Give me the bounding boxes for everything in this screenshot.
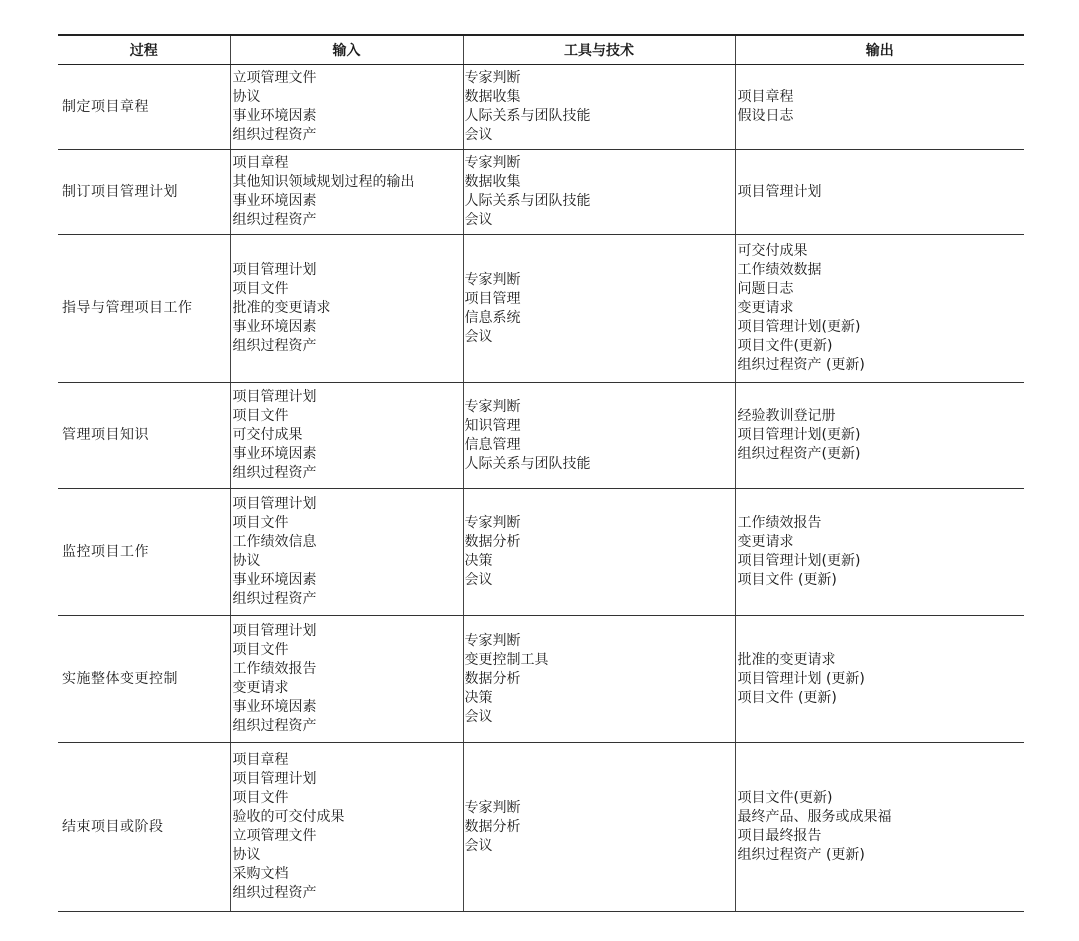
outputs-cell bbox=[735, 383, 1024, 489]
inputs-cell bbox=[230, 743, 463, 912]
table-row bbox=[58, 235, 1024, 383]
input-item: 项目管理计划 bbox=[232, 771, 317, 787]
tool-item: 人际关系与团队技能 bbox=[464, 193, 591, 209]
process-name-cell: 监控项目工作 bbox=[58, 489, 230, 616]
input-item: 立项管理文件 bbox=[232, 828, 317, 844]
output-item: 可交付成果 bbox=[737, 243, 808, 259]
output-item: 项目文件 (更新) bbox=[737, 572, 837, 588]
input-item: 立项管理文件 bbox=[232, 70, 317, 86]
input-item: 协议 bbox=[232, 847, 261, 863]
input-item: 工作绩效信息 bbox=[232, 534, 317, 550]
outputs-cell bbox=[735, 489, 1024, 616]
input-item: 组织过程资产 bbox=[232, 127, 317, 143]
input-item: 项目管理计划 bbox=[232, 496, 317, 512]
tool-item: 专家判断 bbox=[464, 398, 521, 415]
tool-item: 数据收集 bbox=[464, 174, 521, 190]
tool-item: 专家判断 bbox=[464, 632, 521, 649]
outputs-cell bbox=[735, 616, 1024, 743]
tool-item: 专家判断 bbox=[464, 799, 521, 816]
tool-item: 变更控制工具 bbox=[464, 651, 549, 668]
table-row bbox=[58, 383, 1024, 489]
process-name-cell: 管理项目知识 bbox=[58, 383, 230, 489]
header-row bbox=[58, 35, 1024, 65]
input-item: 组织过程资产 bbox=[232, 338, 317, 354]
output-item: 项目文件 (更新) bbox=[737, 689, 837, 706]
tool-item: 决策 bbox=[464, 689, 493, 706]
input-item: 事业环境因素 bbox=[232, 572, 317, 588]
table-row bbox=[58, 743, 1024, 912]
input-item: 项目文件 bbox=[232, 515, 289, 531]
input-item: 协议 bbox=[232, 89, 261, 105]
input-item: 变更请求 bbox=[232, 680, 289, 696]
tool-item: 专家判断 bbox=[464, 155, 521, 171]
tool-item: 会议 bbox=[464, 837, 493, 854]
tools-cell bbox=[463, 616, 735, 743]
input-item: 协议 bbox=[232, 553, 261, 569]
tool-item: 人际关系与团队技能 bbox=[464, 108, 591, 124]
input-item: 采购文档 bbox=[232, 866, 289, 882]
input-item: 可交付成果 bbox=[232, 427, 303, 443]
header-inputs: 输入 bbox=[230, 35, 463, 65]
tool-item: 决策 bbox=[464, 553, 493, 569]
input-item: 项目章程 bbox=[232, 752, 289, 768]
tools-cell bbox=[463, 489, 735, 616]
input-item: 项目文件 bbox=[232, 281, 289, 297]
process-name-cell: 制订项目管理计划 bbox=[58, 150, 230, 235]
input-item: 事业环境因素 bbox=[232, 699, 317, 715]
table-row bbox=[58, 489, 1024, 616]
header-process: 过程 bbox=[58, 35, 230, 65]
tool-item: 会议 bbox=[464, 328, 493, 345]
output-item: 项目管理计划 bbox=[737, 183, 822, 200]
process-name-cell: 制定项目章程 bbox=[58, 65, 230, 150]
input-item: 项目管理计划 bbox=[232, 262, 317, 278]
output-item: 经验教训登记册 bbox=[737, 408, 836, 424]
outputs-cell bbox=[735, 235, 1024, 383]
output-item: 项目最终报告 bbox=[737, 828, 822, 844]
output-item: 组织过程资产 (更新) bbox=[737, 847, 865, 863]
input-item: 项目文件 bbox=[232, 790, 289, 806]
outputs-cell bbox=[735, 150, 1024, 235]
tool-item: 数据收集 bbox=[464, 89, 521, 105]
input-item: 项目管理计划 bbox=[232, 623, 317, 639]
tool-item: 数据分析 bbox=[464, 818, 521, 835]
output-item: 批准的变更请求 bbox=[737, 651, 836, 668]
output-item: 项目管理计划(更新) bbox=[737, 427, 861, 443]
inputs-cell bbox=[230, 616, 463, 743]
input-item: 验收的可交付成果 bbox=[232, 809, 345, 825]
tools-cell bbox=[463, 743, 735, 912]
output-item: 项目管理计划(更新) bbox=[737, 553, 861, 569]
input-item: 事业环境因素 bbox=[232, 446, 317, 462]
input-item: 项目章程 bbox=[232, 155, 289, 171]
process-name-cell: 结束项目或阶段 bbox=[58, 743, 230, 912]
input-item: 项目管理计划 bbox=[232, 389, 317, 405]
input-item: 工作绩效报告 bbox=[232, 661, 317, 677]
tool-item: 人际关系与团队技能 bbox=[464, 455, 591, 472]
input-item: 项目文件 bbox=[232, 642, 289, 658]
tool-item: 知识管理 bbox=[464, 417, 521, 434]
header-outputs: 输出 bbox=[735, 35, 1024, 65]
inputs-cell bbox=[230, 383, 463, 489]
output-item: 组织过程资产 (更新) bbox=[737, 357, 865, 373]
output-item: 变更请求 bbox=[737, 300, 794, 316]
output-item: 项目管理计划 (更新) bbox=[737, 670, 865, 687]
table-row bbox=[58, 150, 1024, 235]
tools-cell bbox=[463, 65, 735, 150]
output-item: 假设日志 bbox=[737, 108, 794, 124]
input-item: 项目文件 bbox=[232, 408, 289, 424]
process-table bbox=[58, 34, 1024, 912]
tool-item: 会议 bbox=[464, 572, 493, 588]
output-item: 工作绩效报告 bbox=[737, 515, 822, 531]
table-row bbox=[58, 616, 1024, 743]
output-item: 工作绩效数据 bbox=[737, 262, 822, 278]
input-item: 组织过程资产 bbox=[232, 718, 317, 734]
tool-item: 数据分析 bbox=[464, 670, 521, 687]
input-item: 组织过程资产 bbox=[232, 591, 317, 607]
output-item: 最终产品、服务或成果福 bbox=[737, 809, 892, 825]
tool-item: 专家判断 bbox=[464, 271, 521, 288]
outputs-cell bbox=[735, 743, 1024, 912]
input-item: 组织过程资产 bbox=[232, 465, 317, 481]
tool-item: 项目管理 bbox=[464, 290, 521, 307]
input-item: 事业环境因素 bbox=[232, 108, 317, 124]
inputs-cell bbox=[230, 65, 463, 150]
output-item: 项目管理计划(更新) bbox=[737, 319, 861, 335]
inputs-cell bbox=[230, 489, 463, 616]
header-tools: 工具与技术 bbox=[463, 35, 735, 65]
output-item: 项目文件(更新) bbox=[737, 338, 833, 354]
output-item: 问题日志 bbox=[737, 281, 794, 297]
input-item: 其他知识领域规划过程的输出 bbox=[232, 174, 415, 190]
tool-item: 会议 bbox=[464, 212, 493, 228]
tools-cell bbox=[463, 383, 735, 489]
tools-cell bbox=[463, 235, 735, 383]
tool-item: 专家判断 bbox=[464, 515, 521, 531]
input-item: 组织过程资产 bbox=[232, 212, 317, 228]
input-item: 组织过程资产 bbox=[232, 885, 317, 901]
inputs-cell bbox=[230, 235, 463, 383]
output-item: 项目文件(更新) bbox=[737, 790, 833, 806]
output-item: 变更请求 bbox=[737, 534, 794, 550]
tool-item: 数据分析 bbox=[464, 534, 521, 550]
input-item: 批准的变更请求 bbox=[232, 300, 331, 316]
process-name-cell: 实施整体变更控制 bbox=[58, 616, 230, 743]
tool-item: 信息管理 bbox=[464, 436, 521, 453]
tool-item: 会议 bbox=[464, 708, 493, 725]
process-name-cell: 指导与管理项目工作 bbox=[58, 235, 230, 383]
table-row bbox=[58, 65, 1024, 150]
input-item: 事业环境因素 bbox=[232, 319, 317, 335]
output-item: 组织过程资产(更新) bbox=[737, 446, 861, 462]
tool-item: 会议 bbox=[464, 127, 493, 143]
tool-item: 专家判断 bbox=[464, 70, 521, 86]
outputs-cell bbox=[735, 65, 1024, 150]
inputs-cell bbox=[230, 150, 463, 235]
tool-item: 信息系统 bbox=[464, 309, 521, 326]
input-item: 事业环境因素 bbox=[232, 193, 317, 209]
output-item: 项目章程 bbox=[737, 89, 794, 105]
tools-cell bbox=[463, 150, 735, 235]
